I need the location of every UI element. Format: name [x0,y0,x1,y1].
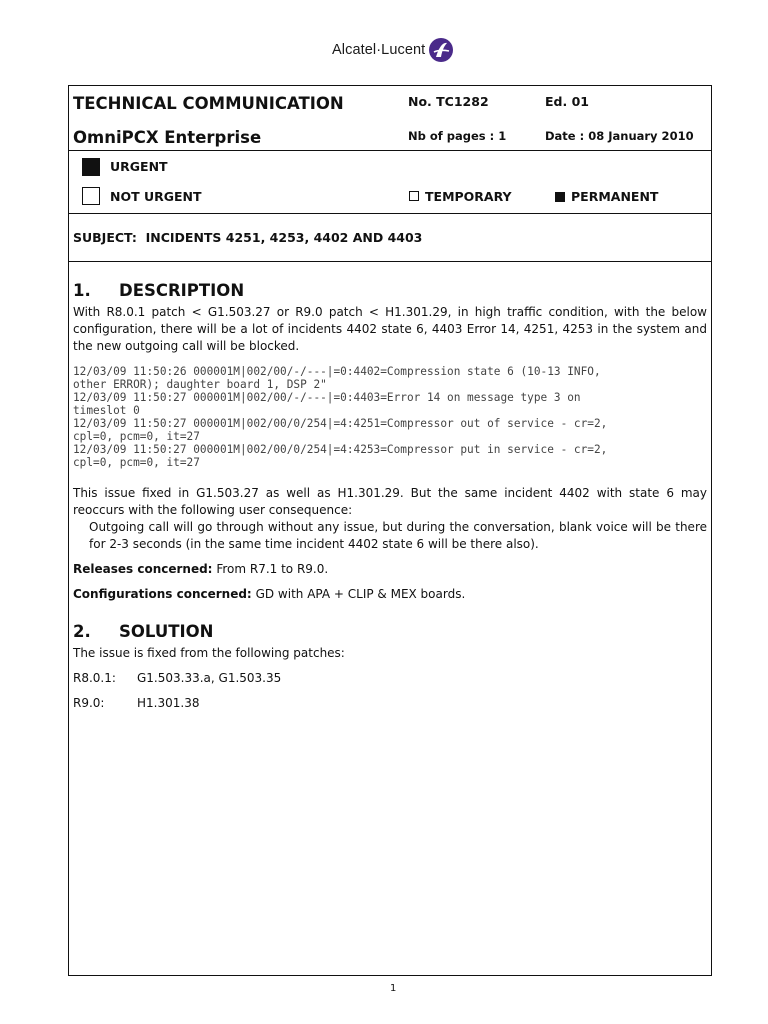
configurations-concerned [73,586,707,603]
section-heading-solution [73,623,707,640]
section-heading-description [73,282,707,299]
page-number: 1 [390,983,397,994]
document-body [73,268,707,712]
brand-logo [332,36,454,64]
solution-intro: The issue is fixed from the following patches: [73,646,345,660]
configurations-label: Configurations concerned: [73,587,252,601]
not-urgent-label: NOT URGENT [110,189,202,204]
releases-value: From R7.1 to R9.0. [216,562,329,576]
user-consequence: Outgoing call will go through without any issue, but during the conversation, blank voice will be there for 2-3 seconds (in the same time incident 4402 state 6 will be there also). [89,520,707,551]
urgent-checkbox [82,158,100,176]
configurations-value: GD with APA + CLIP & MEX boards. [255,587,466,601]
subject-line: SUBJECT: INCIDENTS 4251, 4253, 4402 AND 4403 [73,230,423,245]
temporary-checkbox [409,191,419,201]
brand-name: Alcatel·Lucent [332,42,426,58]
incident-log: 12/03/09 11:50:26 000001M|002/00/-/---|=0:4402=Compression state 6 (10-13 INFO, other ERROR); daughter board 1, DSP 2" 12/03/09 11:50:27 000001M|002/00/-/---|=0:4403=Error 14 on message type 3 on timeslot 0 12/03/09 11:50:27 000001M|002/00/0/254|=4:4251=Compressor out of service - cr=2, cpl=0, pcm=0, it=27 12/03/09 11:50:27 000001M|002/00/0/254|=4:4253=Compressor put in service - cr=2, cpl=0, pcm=0, it=27 [73,365,608,469]
section-title: SOLUTION [119,622,214,641]
document-frame [68,85,712,976]
permanent-option [555,189,658,204]
header-title-block [69,86,711,151]
not-urgent-checkbox [82,187,100,205]
section-number: 1. [73,281,91,300]
alcatel-lucent-swirl-icon [428,37,454,63]
page-count: Nb of pages : 1 [408,129,507,143]
document-edition: Ed. 01 [545,94,589,109]
section-number: 2. [73,622,91,641]
patch-row [73,695,707,712]
product-name: OmniPCX Enterprise [73,128,262,147]
section-title: DESCRIPTION [119,281,245,300]
temporary-label: TEMPORARY [425,189,512,204]
document-type: TECHNICAL COMMUNICATION [73,94,344,113]
fix-note: This issue fixed in G1.503.27 as well as H1.301.29. But the same incident 4402 with state 6 may reoccurs with the following user consequence: [73,486,707,517]
document-number: No. TC1282 [408,94,489,109]
description-intro: With R8.0.1 patch < G1.503.27 or R9.0 patch < H1.301.29, in high traffic condition, with the below configuration, there will be a lot of incidents 4402 state 6, 4403 Error 14, 4251, 4253 in the system and the new outgoing call will be blocked. [73,305,707,353]
urgent-label: URGENT [110,159,168,174]
releases-concerned [73,561,707,578]
temporary-option [409,189,512,204]
patch-release: R8.0.1: [73,671,116,685]
priority-block [69,151,711,214]
patch-release: R9.0: [73,696,105,710]
patch-row [73,670,707,687]
document-date: Date : 08 January 2010 [545,129,694,143]
permanent-label: PERMANENT [571,189,659,204]
releases-label: Releases concerned: [73,562,213,576]
permanent-checkbox [555,192,565,202]
patch-value: H1.301.38 [137,696,200,710]
subject-block [69,214,711,262]
patch-value: G1.503.33.a, G1.503.35 [137,671,282,685]
